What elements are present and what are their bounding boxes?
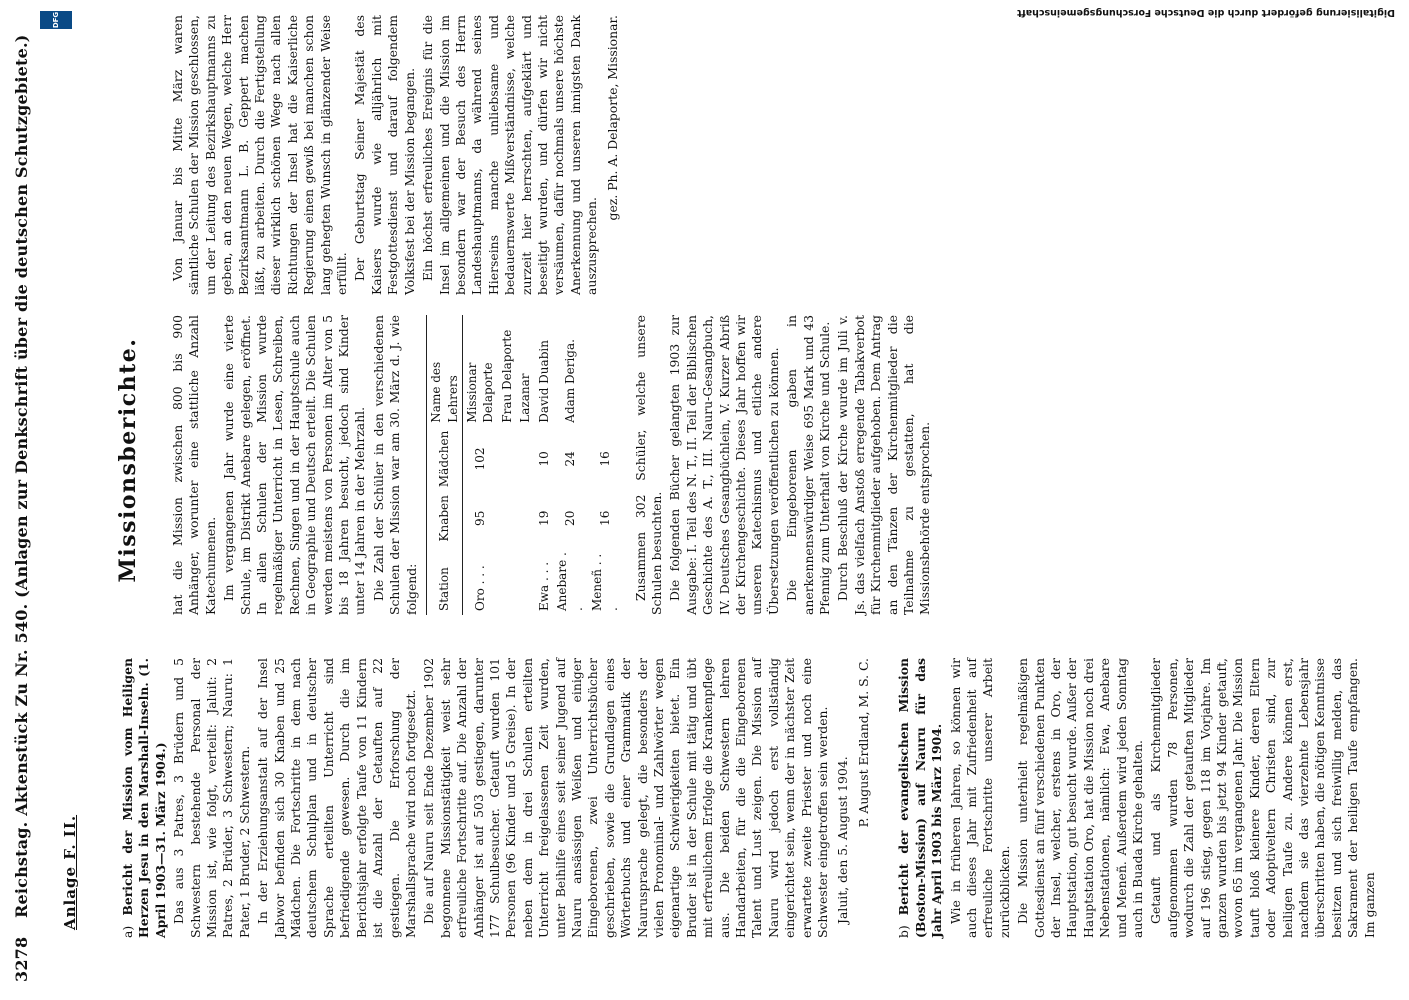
table-cell: 95: [473, 510, 488, 526]
column-2: [170, 315, 936, 615]
table-cell: 10: [536, 451, 551, 467]
table-cell: 16: [597, 510, 612, 526]
table-cell: Meneñ . . .: [589, 553, 621, 611]
signature: P. August Erdland, M. S. C.: [855, 658, 871, 828]
paragraph: Ein höchst erfreuliches Ereignis für die Insel im allgemeinen und die Mission im besondern war der Besuch des Herrn Landeshauptmanns, da während seines Hierseins manche unliebsame und bedauernswerte Mißverständnisse, welche zurzeit hier herrschten, aufgeklärt und beseitigt wurden, und dürfen wir nicht versäumen, dafür nochmals unsere höchste Anerkennung und unseren innigsten Dank auszusprechen.: [420, 15, 600, 295]
paragraph: Die auf Nauru seit Ende Dezember 1902 begonnene Missionstätigkeit weist sehr erfreuliche Fortschritte auf. Die Anzahl der Anhänger ist auf 503 gestiegen, darunter 177 Schulbesucher. Getauft wurden 101 Personen (96 Kinder und 5 Greise). In der neben dem in drei Schulen erteilten Unterricht freigelassenen Zeit wurden, unter Beihilfe eines seit seiner Jugend auf Nauru ansässigen Weißen und einiger Eingeborenen, zwei Unterrichtsbücher geschrieben, sowie die Grundlagen eines Wörterbuchs und einer Grammatik der Naurusprache gelegt, die besonders der vielen Pronominal- und Zahlwörter wegen eigenartige Schwierigkeiten bietet. Ein Bruder ist in der Schule mit tätig und übt mit erfreulichem Erfolge die Krankenpflege aus. Die beiden Schwestern lehren Handarbeiten, für die die Eingeborenen Talent und Lust zeigen. Die Mission auf Nauru wird jedoch erst vollständig eingerichtet sein, wenn der in nächster Zeit erwartete zweite Priester und noch eine Schwester eingetroffen sein werden.: [421, 658, 831, 938]
paragraph: Die folgenden Bücher gelangten 1903 zur Ausgabe: I. Teil des N. T., II. Teil der Biblischen Geschichte des A. T., III. Nauru-Gesangbuch, IV. Deutsches Gesangbüchlein, V. Kurzer Abriß der Kirchengeschichte. Dieses Jahr hoffen wir unseren Katechismus und etliche andere Übersetzungen veröffentlichen zu können.: [667, 315, 781, 615]
table-row: [516, 315, 534, 615]
schools-table: [426, 315, 624, 615]
column-3: [170, 15, 623, 295]
paragraph: Die Eingeborenen gaben in anerkennenswürdiger Weise 695 Mark und 43 Pfennig zum Unterhalt von Kirche und Schule.: [784, 315, 833, 615]
paragraph: In der Erziehungsanstalt auf der Insel Jabwor befinden sich 30 Knaben und 25 Mädchen. Die Fortschritte in dem nach deutschem Schulplan und in deutscher Sprache erteilten Unterricht sind befriedigende gewesen. Durch die im Berichtsjahr erfolgte Taufe von 11 Kindern ist die Anzahl der Getauften auf 22 gestiegen. Die Erforschung der Marshallsprache wird noch fortgesetzt.: [255, 658, 418, 938]
dateline: Jaluit, den 5. August 1904.: [835, 756, 851, 924]
table-cell: Ewa . . .: [536, 561, 551, 611]
dfg-logo: DFG: [40, 11, 72, 29]
column-header: Knaben: [427, 491, 463, 545]
paragraph: Die Zahl der Schüler in den verschiedenen Schulen der Mission war am 30. März d. J. wie folgend:: [370, 315, 419, 615]
running-head: Reichstag. Aktenstück Zu Nr. 540. (Anlagen zur Denkschrift über die deutschen Schutzgebiete.): [12, 34, 31, 918]
column-header: Station: [427, 545, 463, 615]
table-row: [498, 315, 516, 615]
annex-label: Anlage F. II.: [61, 814, 79, 930]
table-cell: Adam Deriga.: [563, 339, 578, 423]
table-cell: [516, 491, 534, 545]
table-row: [462, 315, 497, 615]
table-cell: Oro . . .: [473, 565, 488, 611]
paragraph: Das aus 3 Patres, 3 Brüdern und 5 Schwestern bestehende Personal der Mission ist, wie folgt, verteilt: Jaluit: 2 Patres, 2 Brüder, 3 Schwestern; Nauru: 1 Pater, 1 Bruder, 2 Schwestern.: [171, 658, 252, 938]
column-1: [120, 658, 1380, 938]
table-cell: Anebare . .: [554, 552, 586, 611]
paragraph: hat die Mission zwischen 800 bis 900 Anhänger, worunter eine stattliche Anzahl Katechumenen.: [170, 315, 218, 615]
table-cell: 102: [473, 447, 488, 471]
paragraph: Wie in früheren Jahren, so können wir auch dieses Jahr mit Zufriedenheit auf erfreuliche Fortschritte unserer Arbeit zurückblicken.: [947, 658, 1012, 938]
table-cell: 20: [563, 510, 578, 526]
paragraph: Der Geburtstag Seiner Majestät des Kaisers wurde wie alljährlich mit Festgottesdienst und darauf folgendem Volksfest bei der Mission begangen.: [352, 15, 417, 295]
section-title: Missionsberichte.: [115, 337, 141, 583]
paragraph: Getauft und als Kirchenmitglieder aufgenommen wurden 78 Personen, wodurch die Zahl der getauften Mitglieder auf 196 stieg, gegen 118 im Vorjahre. Im ganzen wurden bis jetzt 94 Kinder getauft, wovon 65 im vergangenen Jahr. Die Mission tauft bloß kleinere Kinder, deren Eltern oder Adoptiveltern Christen sind, zur heiligen Taufe zu. Andere können erst, nachdem sie das vierzehnte Lebensjahr überschritten haben, die nötigen Kenntnisse besitzen und sich freiwillig melden, das Sakrament der heiligen Taufe empfangen. Im ganzen: [1148, 658, 1377, 938]
table-cell: [498, 427, 516, 491]
table-cell: Lazanar: [518, 373, 533, 423]
table-cell: [498, 545, 516, 615]
table-cell: Frau Delaporte: [499, 329, 514, 423]
table-cell: [516, 545, 534, 615]
page-number: 3278: [12, 936, 31, 982]
table-cell: [498, 491, 516, 545]
table-cell: 16: [597, 451, 612, 467]
table-cell: [516, 427, 534, 491]
page-header: [8, 34, 42, 982]
table-cell: David Duabin: [536, 340, 551, 423]
signature: gez. Ph. A. Delaporte, Missionar.: [604, 15, 620, 221]
table-row: [588, 315, 625, 615]
table-cell: Missionar Delaporte: [464, 362, 496, 423]
table-row: [535, 315, 553, 615]
table-header-row: [427, 315, 463, 615]
paragraph: Von Januar bis Mitte März waren sämtliche Schulen der Mission geschlossen, um der Leitung des Bezirkshauptmanns zu geben, an den neuen Wegen, welche Herr Bezirksamtmann L. B. Geppert machen läßt, zu arbeiten. Durch die Fertigstellung dieser wirklich schönen Wege nach allen Richtungen der Insel hat die Kaiserliche Regierung einen gewiß bei manchen schon lang gehegten Wunsch in glänzender Weise erfüllt.: [170, 15, 350, 295]
table-cell: 24: [563, 451, 578, 467]
report-b-heading: b) Bericht der evangelischen Mission (Boston-Mission) auf Nauru für das Jahr April 1903 bis März 1904.: [896, 658, 945, 938]
paragraph: Zusammen 302 Schüler, welche unsere Schulen besuchten.: [632, 315, 664, 615]
column-header: Name des Lehrers: [427, 315, 463, 427]
column-header: Mädchen: [427, 427, 463, 491]
paragraph: Die Mission unterhielt regelmäßigen Gottesdienst an fünf verschiedenen Punkten der Insel, welcher, erstens in Oro, der Hauptstation, gut besucht wurde. Außer der Hauptstation Oro, hat die Mission noch drei Nebenstationen, nämlich: Ewa, Anebare und Meneñ. Außerdem wird jeden Sonntag auch in Buada Kirche gehalten.: [1015, 658, 1145, 938]
table-cell: [588, 315, 625, 427]
paragraph: Im vergangenen Jahr wurde eine vierte Schule, im Distrikt Anebare gelegen, eröffnet. In allen Schulen der Mission wurde regelmäßiger Unterricht in Lesen, Schreiben, Rechnen, Singen und in der Hauptschule auch in Geographie und Deutsch erteilt. Die Schulen werden meistens von Personen im Alter von 5 bis 18 Jahren besucht, jedoch sind Kinder unter 14 Jahren in der Mehrzahl.: [221, 315, 368, 615]
funding-notice: Digitalisierung gefördert durch die Deutsche Forschungsgemeinschaft: [1017, 7, 1395, 18]
table-row: [553, 315, 588, 615]
paragraph: Durch Beschluß der Kirche wurde im Juli v. Js. das vielfach Anstoß erregende Tabakverbot für Kirchenmitglieder aufgehoben. Dem Antrag an den Tänzen der Kirchenmitglieder die Teilnahme zu gestatten, hat die Missionsbehörde entsprochen.: [835, 315, 933, 615]
table-cell: 19: [536, 510, 551, 526]
report-a-heading: a) Bericht der Mission vom Heiligen Herzen Jesu in den Marshall-Inseln. (1. April 1903—31. März 1904.): [120, 658, 168, 938]
